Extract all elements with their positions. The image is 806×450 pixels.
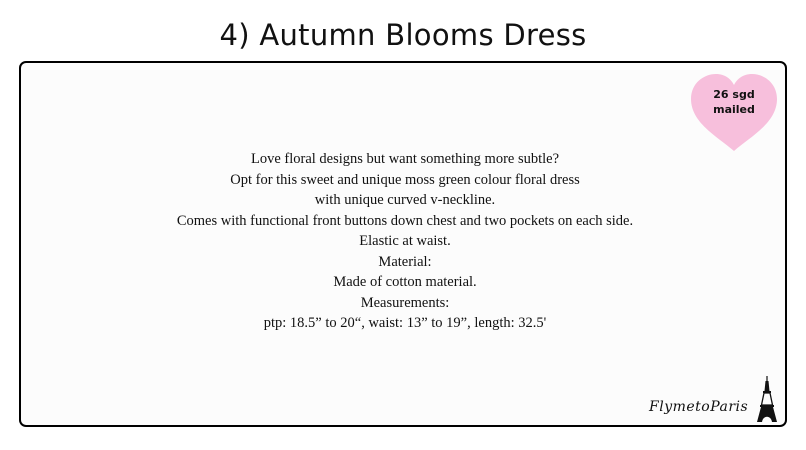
description-line: Elastic at waist.	[359, 233, 451, 249]
product-card	[19, 61, 787, 427]
price-shipping: mailed	[713, 103, 755, 116]
product-description	[21, 149, 789, 334]
description-line: with unique curved v-neckline.	[314, 192, 496, 208]
measurements-heading: Measurements:	[360, 294, 450, 311]
brand-logo-text: FlymetoParis	[649, 399, 749, 415]
material-heading: Material:	[378, 253, 432, 270]
material-line: Made of cotton material.	[333, 274, 477, 290]
page-title: 4) Autumn Blooms Dress	[219, 18, 587, 52]
brand-logo	[649, 373, 779, 423]
price-text	[688, 87, 780, 117]
description-line: Love floral designs but want something more subtle?	[250, 151, 560, 167]
eiffel-tower-icon	[755, 375, 779, 423]
price-amount: 26 sgd	[713, 88, 755, 101]
measurements-line: ptp: 18.5” to 20“, waist: 13” to 19”, length: 32.5'	[263, 315, 547, 331]
description-line: Comes with functional front buttons down chest and two pockets on each side.	[176, 212, 634, 229]
description-line: Opt for this sweet and unique moss green colour floral dress	[230, 171, 580, 188]
price-badge	[688, 71, 780, 155]
